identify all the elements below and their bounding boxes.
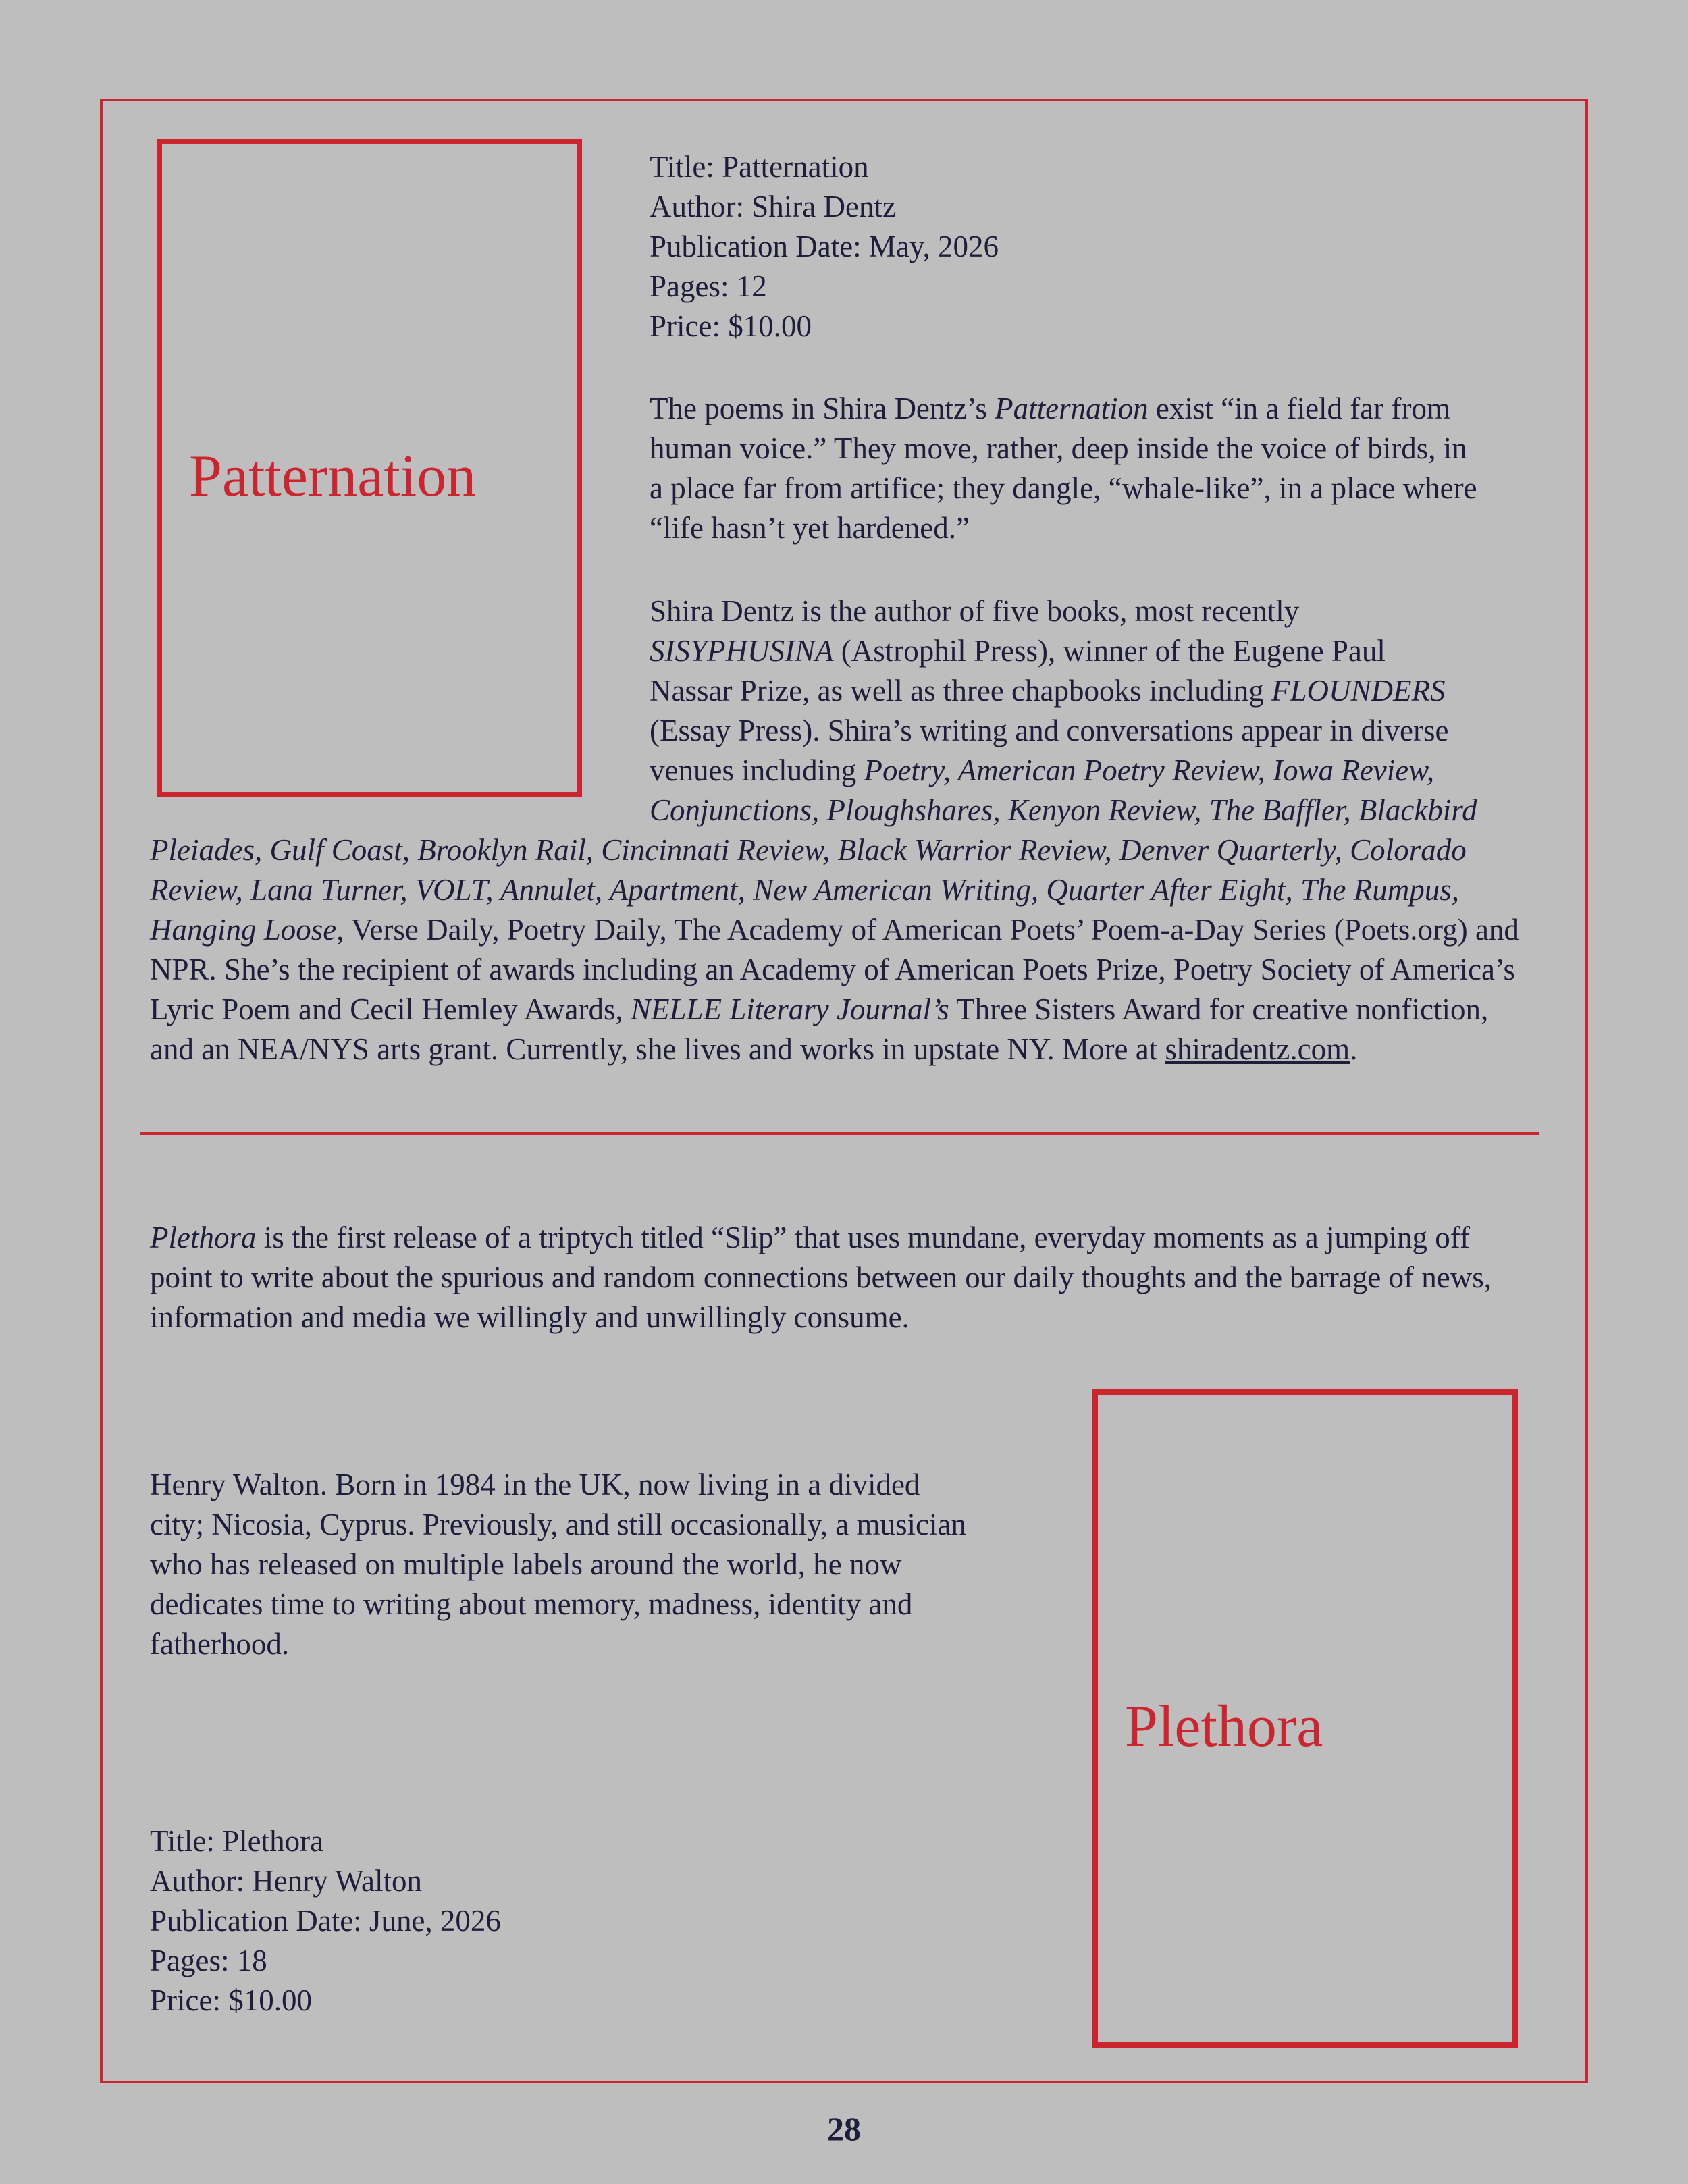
bio-text: venues including [650,753,864,787]
desc-text: exist “in a field far from [1148,392,1450,425]
bio-line: who has released on multiple labels around the world, he now [150,1547,902,1581]
bio-text: Nassar Prize, as well as three chapbooks including [650,674,1271,708]
plethora-title: Title: Plethora [150,1824,324,1858]
plethora-cover [1092,1389,1518,2048]
desc-text: The poems in Shira Dentz’s [650,392,995,425]
patternation-description [650,389,1487,548]
desc-line: information and media we willingly and unwillingly consume. [150,1300,909,1334]
bio-text: (Astrophil Press), winner of the Eugene Paul [833,634,1386,668]
henry-walton-bio [150,1465,987,1664]
bio-line: dedicates time to writing about memory, madness, identity and [150,1587,913,1621]
plethora-metadata [150,1821,501,2021]
book-title-em: Patternation [995,392,1149,425]
venues-em: Review, Lana Turner, VOLT, Annulet, Apartment, New American Writing, Quarter After Eight, The Rumpus, [150,873,1459,907]
patternation-title: Title: Patternation [650,150,869,184]
patternation-pages: Pages: 12 [650,269,767,303]
bio-line: Henry Walton. Born in 1984 in the UK, now living in a divided [150,1468,920,1501]
bio-line: Shira Dentz is the author of five books, most recently [650,594,1300,628]
venues-em: Pleiades, Gulf Coast, Brooklyn Rail, Cincinnati Review, Black Warrior Review, Denver Quarterly, Colorado [150,833,1467,867]
venues-em: Poetry, American Poetry Review, Iowa Review, [864,753,1435,787]
section-divider [140,1132,1539,1135]
bio-text: Three Sisters Award for creative nonfiction, [949,992,1489,1026]
book-title-em: SISYPHUSINA [650,634,834,668]
patternation-price: Price: $10.00 [650,309,812,343]
bio-text: Lyric Poem and Cecil Hemley Awards, [150,992,631,1026]
plethora-description [150,1218,1548,1337]
patternation-cover [157,139,582,797]
patternation-metadata [650,147,999,346]
shira-dentz-bio-continued [150,830,1541,1069]
book-title-em: FLOUNDERS [1271,674,1446,708]
desc-line: “life hasn’t yet hardened.” [650,511,970,545]
venues-em: Conjunctions, Ploughshares, Kenyon Review, The Baffler, Blackbird [650,793,1477,827]
plethora-author: Author: Henry Walton [150,1864,422,1898]
patternation-author: Author: Shira Dentz [650,190,896,223]
venues-em: Hanging Loose [150,913,337,947]
bio-text: and an NEA/NYS arts grant. Currently, she lives and works in upstate NY. More at [150,1032,1165,1066]
bio-line: fatherhood. [150,1627,290,1661]
desc-line: a place far from artifice; they dangle, “whale-like”, in a place where [650,471,1477,505]
patternation-publication-date: Publication Date: May, 2026 [650,230,999,263]
bio-line: NPR. She’s the recipient of awards including an Academy of American Poets Prize, Poetry Society of America’s [150,953,1516,986]
journal-em: NELLE Literary Journal’s [630,992,949,1026]
plethora-cover-title: Plethora [1125,1694,1323,1759]
bio-text: , Verse Daily, Poetry Daily, The Academy of American Poets’ Poem-a-Day Series (Poets.org) and [336,913,1519,947]
bio-line: (Essay Press). Shira’s writing and conversations appear in diverse [650,714,1449,747]
plethora-price: Price: $10.00 [150,1983,312,2017]
patternation-cover-title: Patternation [189,444,477,509]
desc-text: is the first release of a triptych titled “Slip” that uses mundane, everyday moments as a jumping off [256,1221,1470,1254]
book-title-em: Plethora [150,1221,257,1254]
shira-dentz-bio [650,591,1500,830]
desc-line: human voice.” They move, rather, deep inside the voice of birds, in [650,431,1467,465]
page-number: 28 [827,2110,861,2148]
website-link[interactable]: shiradentz.com [1165,1032,1350,1066]
bio-line: city; Nicosia, Cyprus. Previously, and still occasionally, a musician [150,1508,966,1541]
bio-text: . [1350,1032,1358,1066]
desc-line: point to write about the spurious and random connections between our daily thoughts and the barrage of news, [150,1260,1492,1294]
plethora-publication-date: Publication Date: June, 2026 [150,1904,501,1938]
plethora-pages: Pages: 18 [150,1944,267,1977]
